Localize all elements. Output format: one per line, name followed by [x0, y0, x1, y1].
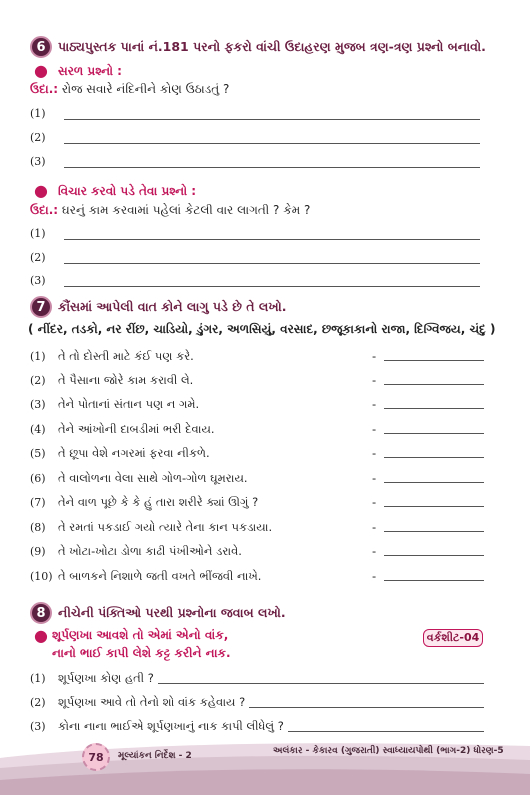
answer-blank[interactable] — [384, 375, 484, 385]
question-8-title: નીચેની પંક્તિઓ પરથી પ્રશ્નોના જવાબ લખો. — [58, 605, 286, 620]
list-item: (2) તે પૈસાના જોરે કામ કરાવી લે. - — [30, 372, 484, 388]
example-text: રોજ સવારે નંદિનીને કોણ ઉઠાડતું ? — [61, 82, 230, 96]
poem-line-1: શૂર્પણખા આવશે તો એમાં એનો વાંક, — [52, 628, 229, 642]
question-7-title: કૌંસમાં આપેલી વાત કોને લાગુ પડે છે તે લખો. — [58, 299, 287, 314]
thinking-questions-label: વિચાર કરવો પડે તેવા પ્રશ્નો : — [57, 183, 197, 198]
question-number-badge: 7 — [30, 296, 52, 318]
question-number-badge: 8 — [30, 602, 52, 624]
line-number: (1) — [30, 107, 46, 120]
example-text: ઘરનું કામ કરવામાં પહેલાં કેટલી વાર લાગતી ? કેમ ? — [61, 203, 311, 217]
answer-blank[interactable] — [384, 424, 484, 434]
list-item: (5) તે છૂપા વેશે નગરમાં ફરવા નીકળે. - — [30, 445, 484, 461]
answer-blank[interactable] — [384, 571, 484, 581]
list-item: (1) તે તો દોસ્તી માટે કંઈ પણ કરે. - — [30, 348, 484, 364]
list-item: (10) તે બાળકને નિશાળે જતી વખતે ભીંજવી નાખે. - — [30, 568, 484, 584]
footer-right-text: અલંકાર - કેકારવ (ગુજરાતી) સ્વાધ્યાયપોથી (ભાગ-2) ધોરણ-5 — [273, 746, 504, 756]
answer-line[interactable] — [30, 130, 480, 144]
question-row: (3) કોના નાના ભાઈએ શૂર્પણખાનું નાક કાપી લીધેલું ? — [30, 718, 484, 734]
bullet-icon: ● — [34, 181, 48, 200]
answer-blank[interactable] — [158, 673, 484, 684]
answer-blank[interactable] — [384, 522, 484, 532]
answer-line[interactable] — [30, 250, 480, 264]
list-item: (7) તેને વાળ પૂછે કે કે હું તારા શરીરે ક્યાં ઊગું ? - — [30, 494, 484, 510]
question-row: (1) શૂર્પણખા કોણ હતી ? — [30, 670, 484, 686]
thinking-questions-heading — [34, 183, 196, 199]
answer-blank[interactable] — [288, 721, 484, 732]
list-item: (6) તે વાલોળના વેલા સાથે ગોળ-ગોળ ઘૂમરાય. - — [30, 470, 484, 486]
answer-blank[interactable] — [384, 399, 484, 409]
question-8-header — [30, 602, 286, 624]
answer-blank[interactable] — [384, 351, 484, 361]
answer-line[interactable] — [30, 106, 480, 120]
answer-line[interactable] — [30, 154, 480, 168]
question-row: (2) શૂર્પણખા આવે તો તેનો શો વાંક કહેવાય ? — [30, 694, 484, 710]
worksheet-badge: વર્કશીટ-04 — [423, 629, 483, 647]
answer-line[interactable] — [30, 226, 480, 240]
list-item: (4) તેને આંખોની દાબડીમાં ભરી દેવાય. - — [30, 421, 484, 437]
footer-left-text: મૂલ્યાંકન નિર્દેશ - 2 — [118, 751, 192, 761]
bullet-icon: ● — [34, 626, 48, 645]
word-bank: ( નીંદર, તડકો, નર રીંછ, ચાડિયો, ડુંગર, અળસિયું, વરસાદ, છજૂકાકાનો રાજા, દિગ્વિજય, ચંદુ ) — [28, 322, 496, 336]
page-number: 78 — [82, 743, 110, 771]
question-number-badge: 6 — [30, 36, 52, 58]
line-number: (3) — [30, 274, 46, 287]
answer-blank[interactable] — [384, 448, 484, 458]
question-6-title: પાઠ્યપુસ્તક પાનાં નં.181 પરનો ફકરો વાંચી ઉદાહરણ મુજબ ત્રણ-ત્રણ પ્રશ્નો બનાવો. — [58, 39, 486, 54]
list-item: (8) તે રમતાં પકડાઈ ગયો ત્યારે તેના કાન પકડાયા. - — [30, 519, 484, 535]
question-6-header — [30, 36, 486, 58]
example-2 — [30, 203, 310, 218]
answer-line[interactable] — [30, 273, 480, 287]
example-1 — [30, 82, 229, 97]
example-label: ઉદા.: — [30, 82, 59, 96]
line-number: (2) — [30, 131, 46, 144]
list-item: (9) તે ખોટા-ખોટા ડોળા કાઢી પંખીઓને ડરાવે. - — [30, 543, 484, 559]
answer-blank[interactable] — [384, 546, 484, 556]
answer-blank[interactable] — [249, 697, 484, 708]
bullet-icon: ● — [34, 61, 48, 80]
answer-blank[interactable] — [384, 473, 484, 483]
example-label: ઉદા.: — [30, 203, 59, 217]
answer-blank[interactable] — [384, 497, 484, 507]
line-number: (2) — [30, 251, 46, 264]
question-7-header — [30, 296, 286, 318]
list-item: (3) તેને પોતાનાં સંતાન પણ ન ગમે. - — [30, 396, 484, 412]
line-number: (1) — [30, 227, 46, 240]
line-number: (3) — [30, 155, 46, 168]
simple-questions-label: સરળ પ્રશ્નો : — [57, 63, 122, 78]
poem-line-2: નાનો ભાઈ કાપી લેશે કટ્ટ કરીને નાક. — [52, 646, 231, 660]
simple-questions-heading — [34, 63, 122, 79]
